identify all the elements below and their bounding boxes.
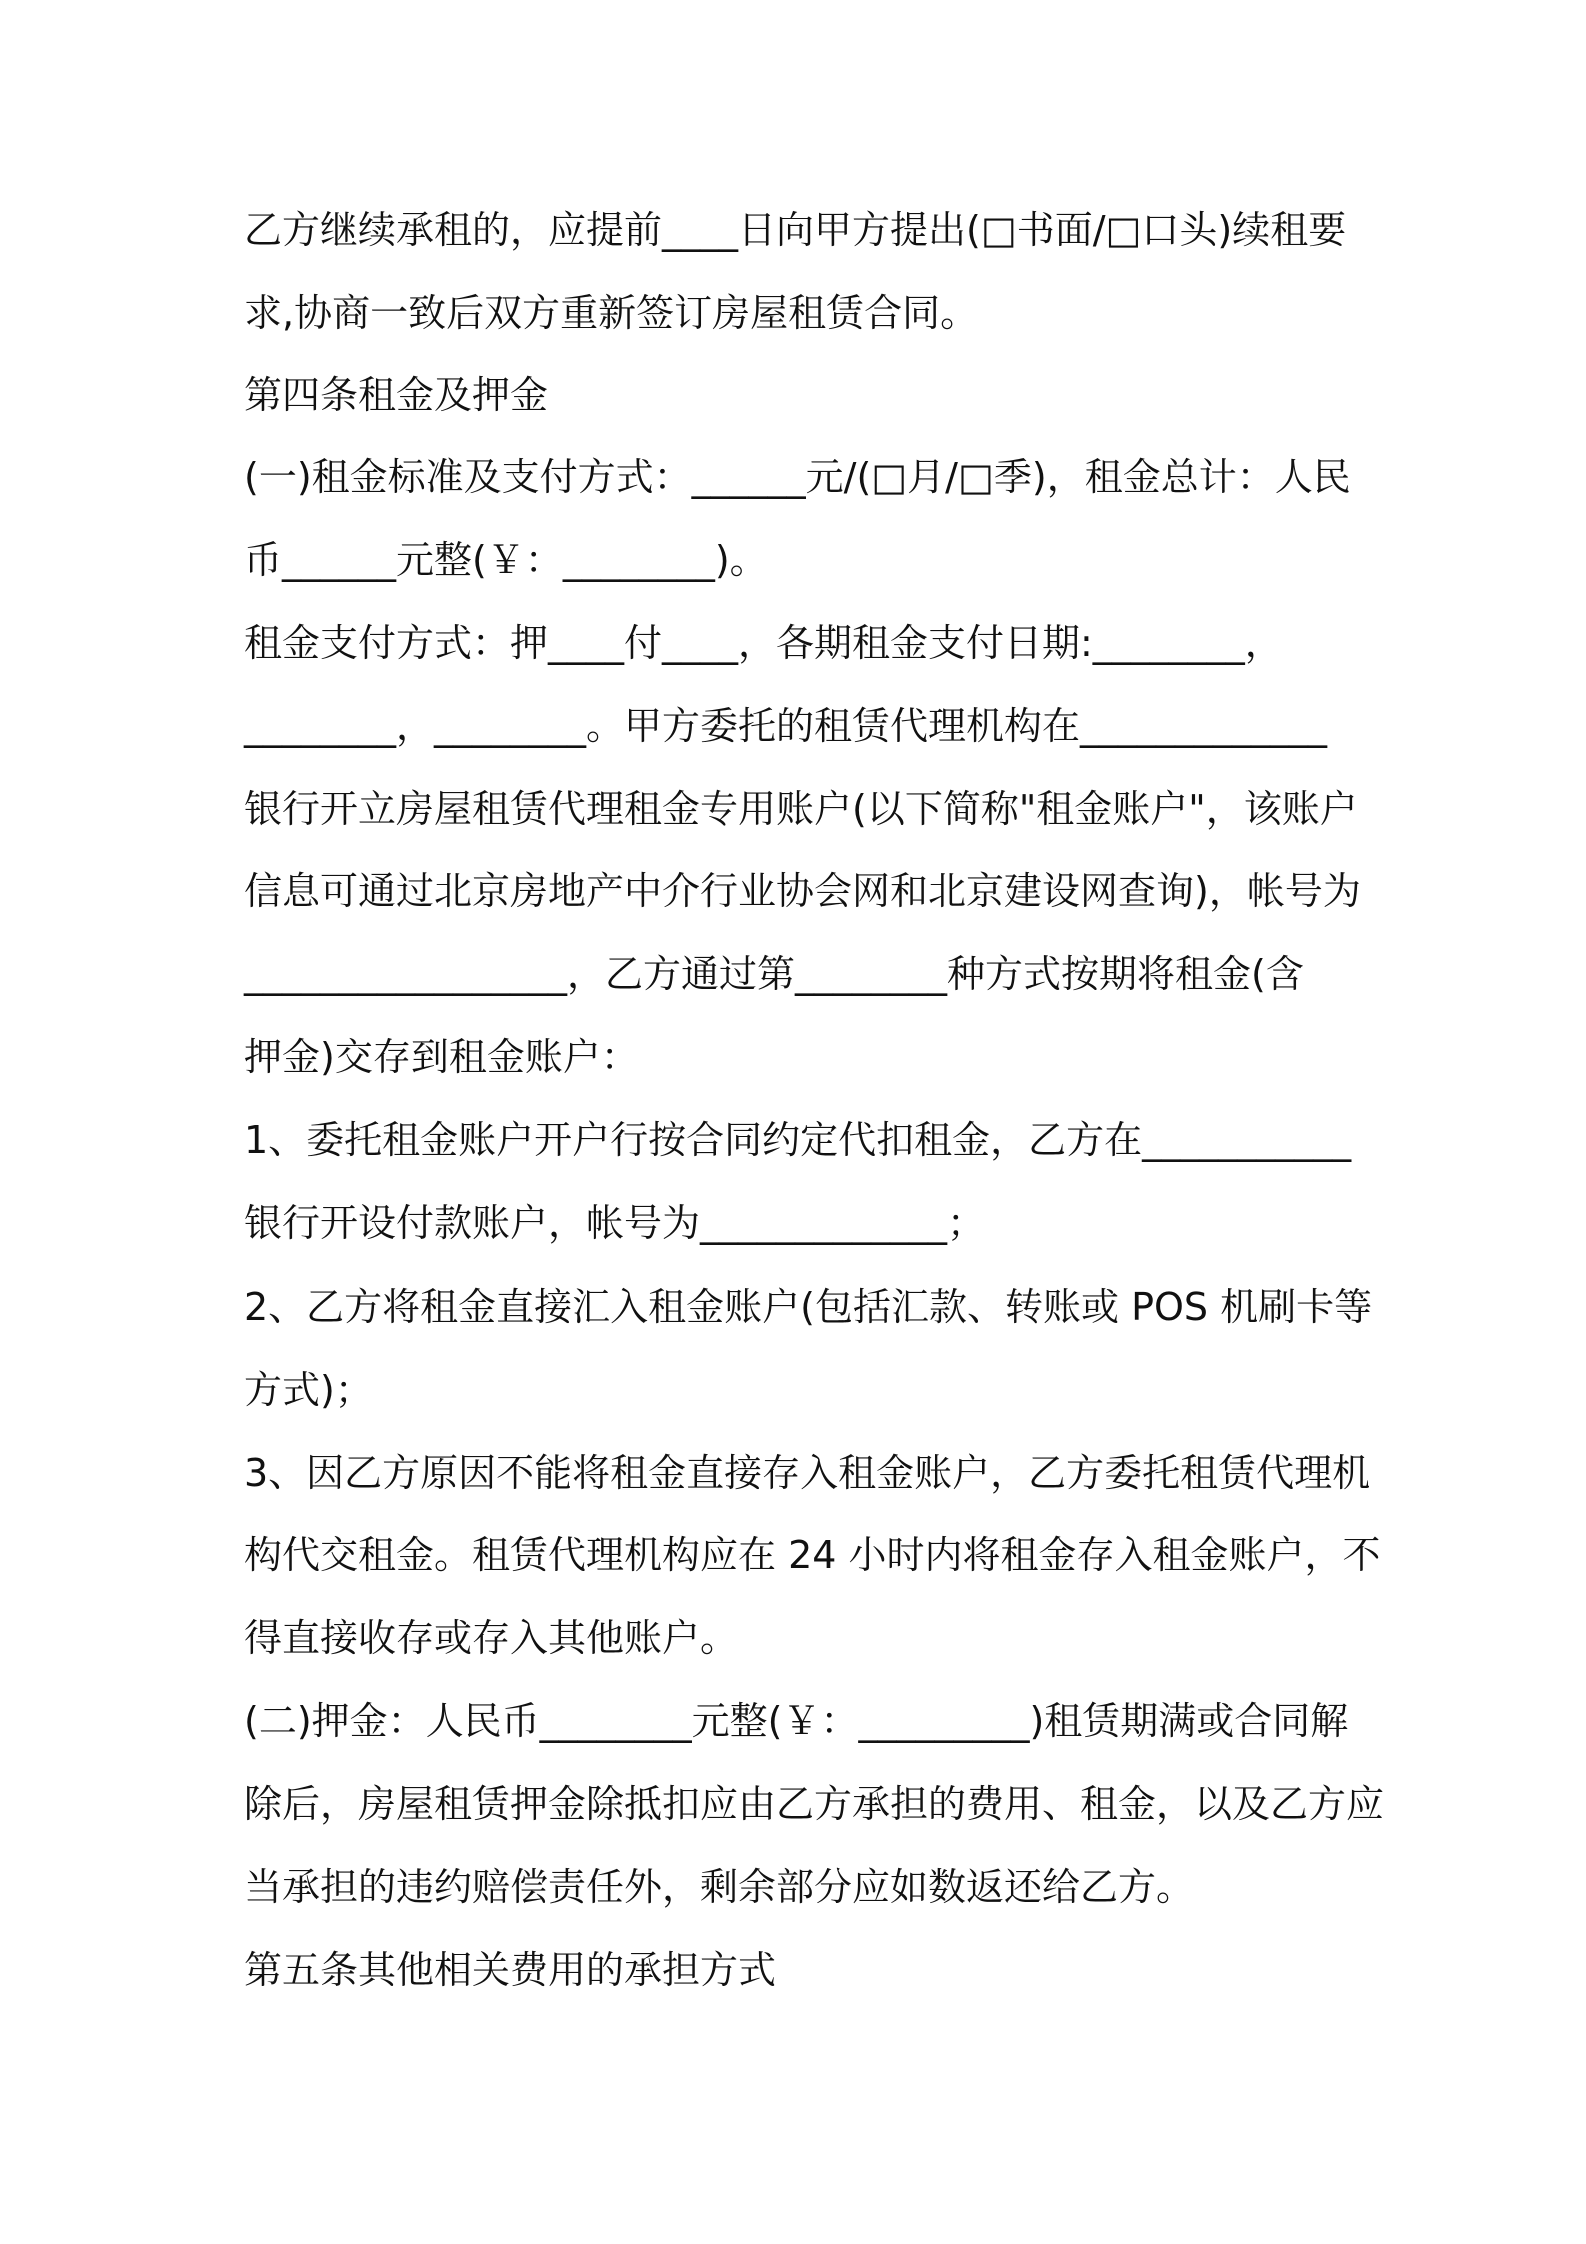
paragraph-line: 3、因乙方原因不能将租金直接存入租金账户，乙方委托租赁代理机 [244, 1451, 1371, 1495]
paragraph-line: 币______元整(￥：________)。 [244, 538, 768, 582]
paragraph-line: 乙方继续承租的，应提前____日向甲方提出(□书面/□口头)续租要 [244, 208, 1347, 252]
paragraph-line: (二)押金：人民币________元整(￥：_________)租赁期满或合同解 [244, 1699, 1349, 1743]
paragraph-line: 当承担的违约赔偿责任外，剩余部分应如数返还给乙方。 [244, 1865, 1195, 1909]
paragraph-line: (一)租金标准及支付方式：______元/(□月/□季)，租金总计：人民 [244, 455, 1351, 499]
paragraph-line: 方式)； [244, 1368, 373, 1412]
paragraph-line: 得直接收存或存入其他账户。 [244, 1616, 739, 1660]
paragraph-line: ________，________。甲方委托的租赁代理机构在_____________ [244, 704, 1328, 748]
paragraph-line: 构代交租金。租赁代理机构应在 24 小时内将租金存入租金账户，不 [244, 1533, 1381, 1577]
paragraph-line: 押金)交存到租金账户： [244, 1035, 639, 1079]
paragraph-line: 信息可通过北京房地产中介行业协会网和北京建设网查询)，帐号为 [244, 869, 1361, 913]
paragraph-line: 求,协商一致后双方重新签订房屋租赁合同。 [244, 291, 979, 335]
paragraph-line: 1、委托租金账户开户行按合同约定代扣租金，乙方在___________ [244, 1118, 1352, 1162]
paragraph-line: _________________，乙方通过第________种方式按期将租金(含 [244, 952, 1304, 996]
section-heading: 第五条其他相关费用的承担方式 [244, 1948, 777, 1992]
paragraph-line: 银行开立房屋租赁代理租金专用账户(以下简称"租金账户"，该账户 [244, 787, 1358, 831]
paragraph-line: 除后，房屋租赁押金除抵扣应由乙方承担的费用、租金，以及乙方应 [244, 1782, 1385, 1826]
paragraph-line: 2、乙方将租金直接汇入租金账户(包括汇款、转账或 POS 机刷卡等 [244, 1285, 1373, 1329]
paragraph-line: 银行开设付款账户，帐号为_____________； [244, 1201, 986, 1245]
section-heading: 第四条租金及押金 [244, 373, 549, 417]
paragraph-line: 租金支付方式：押____付____，各期租金支付日期:________， [244, 621, 1283, 665]
